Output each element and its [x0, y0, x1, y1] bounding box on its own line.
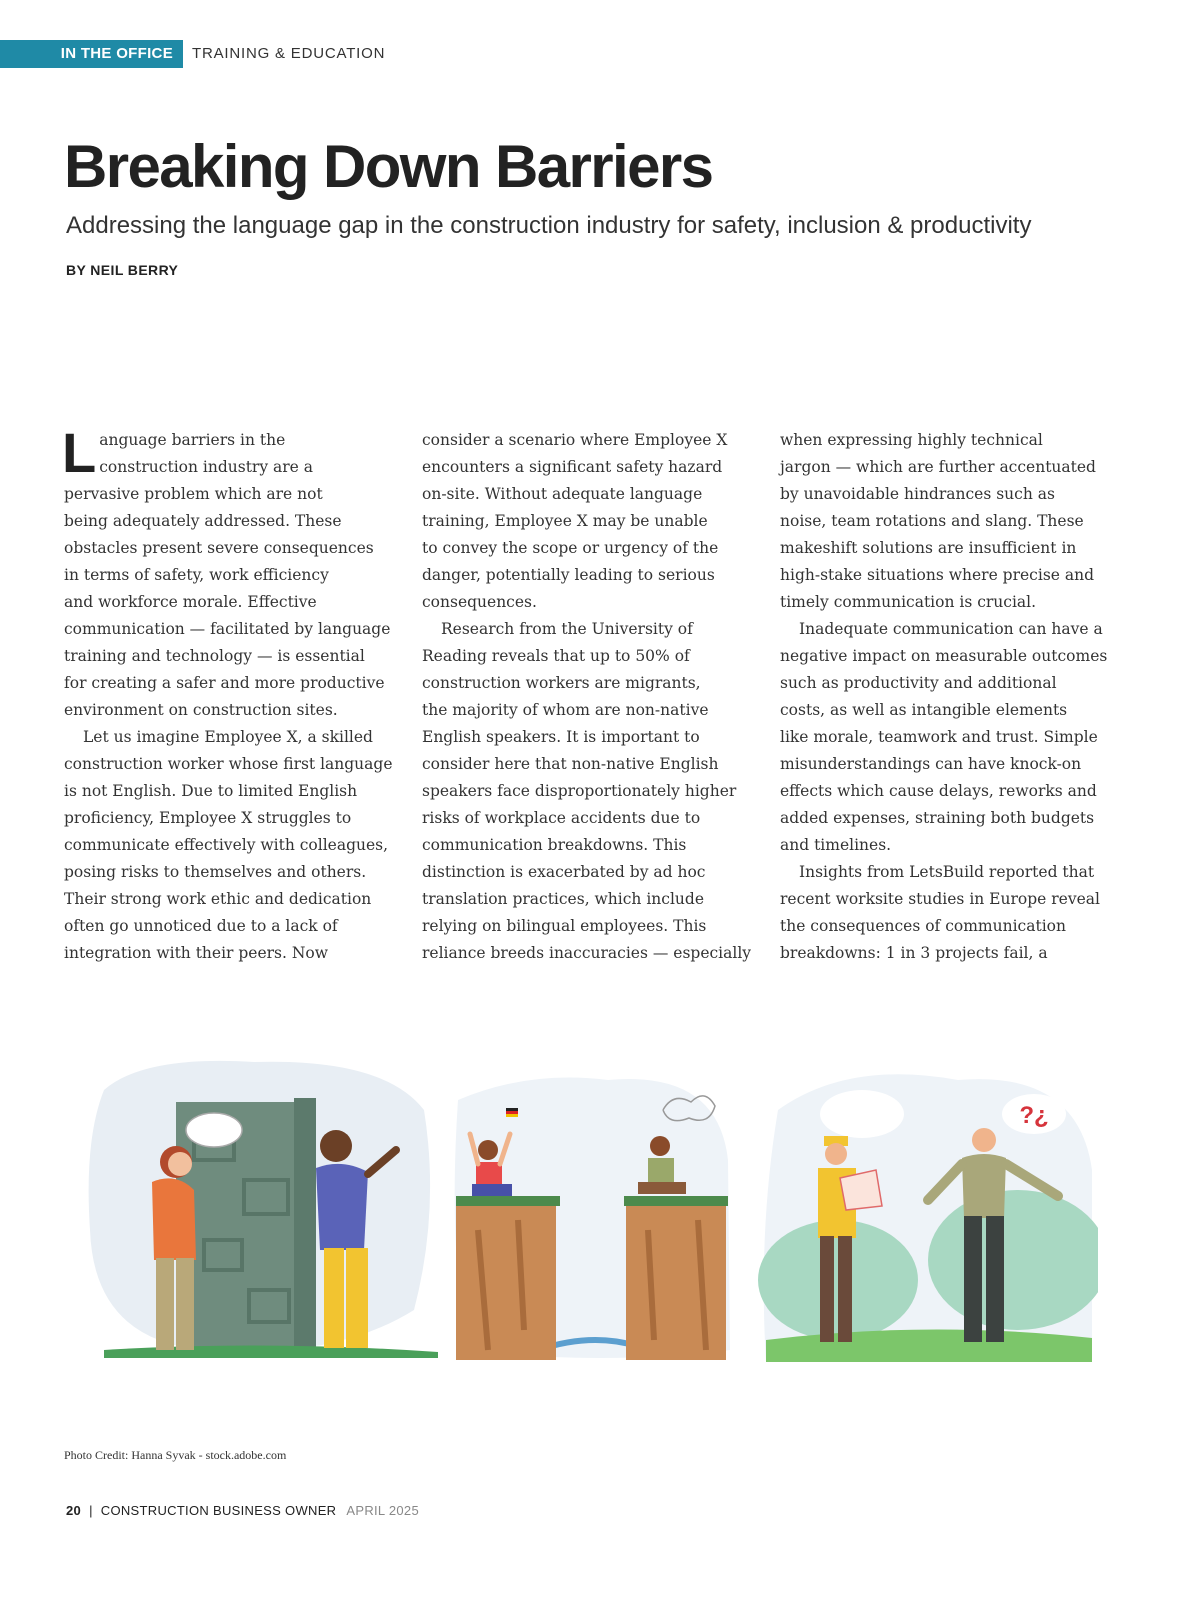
- byline: BY NEIL BERRY: [66, 262, 179, 278]
- page-number: 20: [66, 1503, 82, 1518]
- page-footer: [66, 1503, 419, 1518]
- left-cliff: [456, 1200, 556, 1360]
- section-tag: IN THE OFFICE: [0, 40, 183, 68]
- photo-credit: Photo Credit: Hanna Syvak - stock.adobe.com: [64, 1448, 287, 1462]
- cliff-gap-illustration: [448, 1050, 736, 1370]
- section-subtitle: TRAINING & EDUCATION: [192, 45, 386, 62]
- confusion-illustration: [758, 1050, 1098, 1370]
- drop-cap: L: [62, 421, 97, 484]
- paragraph: Research from the University of Reading reveals that up to 50% of construction workers are migrants, the majority of whom are non-native English speakers. It is important to consider here that non-native English speakers face disproportionately higher risks of workplace accidents due to communication breakdowns. This distinction is exacerbated by ad hoc translation practices, which include relying on bilingual employees. This reliance breeds inaccuracies — especially: [422, 620, 752, 962]
- article-title: Breaking Down Barriers: [64, 133, 713, 200]
- paragraph: anguage barriers in the construction industry are a pervasive problem which are not being adequately addressed. These obstacles present severe consequences in terms of safety, work efficiency and workforce morale. Effective communication — facilitated by language training and technology — is essential for creating a safer and more productive environment on construction sites.: [64, 431, 391, 719]
- wall-barrier-illustration: [84, 1050, 440, 1370]
- footer-separator: |: [89, 1503, 93, 1518]
- body-column-2: [422, 427, 757, 967]
- paragraph: when expressing highly technical jargon — which are further accentuated by unavoidable hindrances such as noise, team rotations and slang. These makeshift solutions are insufficient in high-stake situations where precise and timely communication is crucial.: [780, 431, 1096, 611]
- paragraph: Inadequate communication can have a negative impact on measurable outcomes such as productivity and additional costs, as well as intangible elements like morale, teamwork and trust. Simple misunderstandings can have knock-on effects which cause delays, reworks and added expenses, straining both budgets and timelines.: [780, 620, 1108, 854]
- paragraph: Insights from LetsBuild reported that recent worksite studies in Europe reveal the consequences of communication breakdowns: 1 in 3 projects fail, a: [780, 863, 1100, 962]
- publication-name: CONSTRUCTION BUSINESS OWNER: [100, 1503, 337, 1518]
- body-column-1: [62, 421, 399, 967]
- map-icon: [840, 1170, 882, 1210]
- right-cliff: [626, 1200, 726, 1360]
- question-marks: ?¿: [1019, 1102, 1049, 1129]
- body-column-3: [780, 427, 1120, 967]
- paragraph: Let us imagine Employee X, a skilled construction worker whose first language is not English. Due to limited English proficiency, Employee X struggles to communicate effectively with colleagues, posing risks to themselves and others. Their strong work ethic and dedication often go unnoticed due to a lack of integration with their peers. Now: [64, 728, 393, 962]
- thought-bubble: [820, 1090, 904, 1138]
- article-deck: Addressing the language gap in the construction industry for safety, inclusion & productivity: [66, 212, 1032, 239]
- speech-bubble: [186, 1113, 242, 1147]
- flag-icon: [506, 1108, 518, 1111]
- paragraph: consider a scenario where Employee X encounters a significant safety hazard on-site. Without adequate language training, Employee X may be unable to convey the scope or urgency of the danger, potentially leading to serious consequences.: [422, 431, 728, 611]
- issue-date: APRIL 2025: [346, 1503, 419, 1518]
